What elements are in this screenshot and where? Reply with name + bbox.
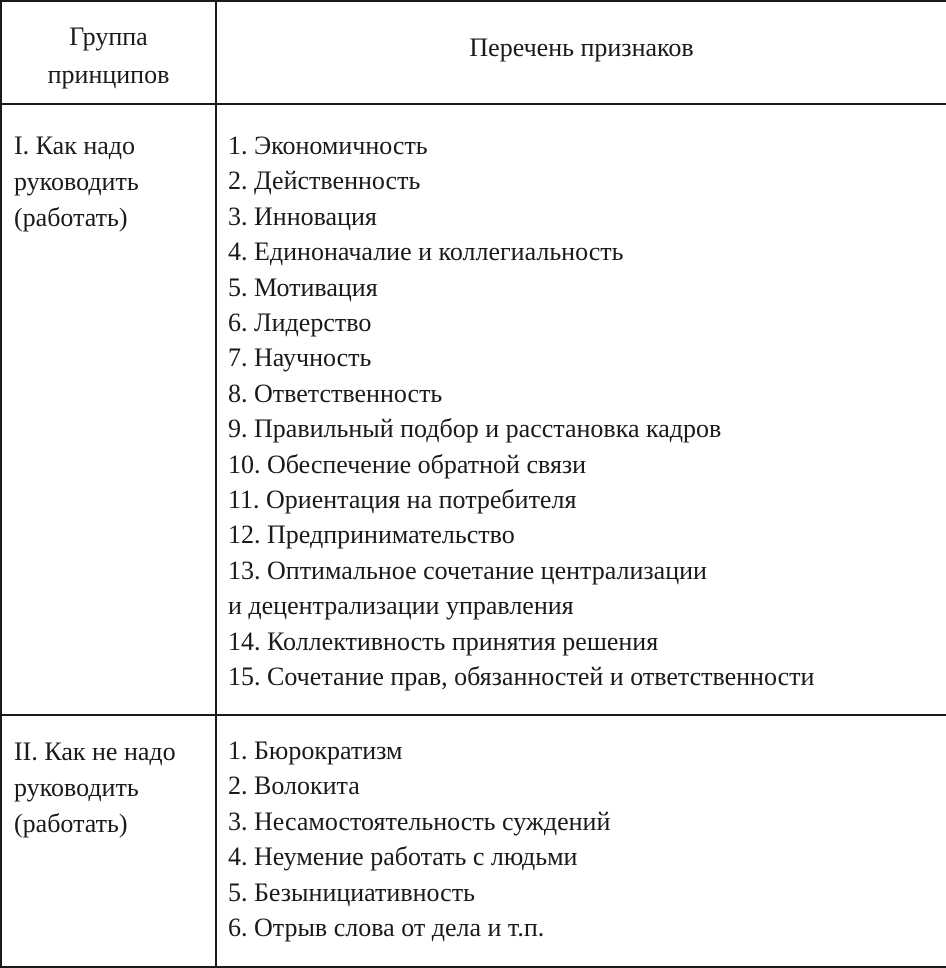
- list-item: 8. Ответственность: [228, 378, 443, 408]
- header-list-column: Перечень признаков: [469, 33, 694, 62]
- list-item: 11. Ориентация на потребителя: [228, 485, 577, 515]
- header-divider: [2, 103, 946, 105]
- group-1-label: I. Как надо руководить (работать): [14, 131, 139, 232]
- group-2-label: II. Как не надо руководить (работать): [14, 737, 176, 838]
- list-item: 14. Коллективность принятия решения: [228, 626, 659, 656]
- list-item: 5. Безынициативность: [228, 877, 475, 907]
- header-group-column: Группа принципов: [47, 22, 170, 89]
- list-item: 9. Правильный подбор и расстановка кадров: [228, 414, 722, 444]
- group-2-items: [228, 733, 610, 945]
- list-item: 4. Единоначалие и коллегиальность: [228, 237, 624, 267]
- list-item: 13. Оптимальное сочетание централизации и децентрализации управления: [228, 555, 707, 621]
- list-item: 2. Действенность: [228, 166, 421, 196]
- list-item: 15. Сочетание прав, обязанностей и ответственности: [228, 662, 815, 692]
- list-item: 2. Волокита: [228, 771, 360, 801]
- group-divider: [2, 714, 946, 716]
- list-item: 10. Обеспечение обратной связи: [228, 449, 587, 479]
- list-item: 3. Инновация: [228, 201, 377, 231]
- list-item: 7. Научность: [228, 343, 372, 373]
- column-divider: [215, 2, 217, 966]
- group-1-items: [228, 128, 814, 695]
- list-item: 1. Бюрократизм: [228, 736, 403, 765]
- list-item: 1. Экономичность: [228, 131, 428, 160]
- list-item: 5. Мотивация: [228, 272, 378, 302]
- list-item: 3. Несамостоятельность суждений: [228, 806, 611, 836]
- list-item: 4. Неумение работать с людьми: [228, 842, 578, 872]
- list-item: 6. Отрыв слова от дела и т.п.: [228, 913, 545, 943]
- list-item: 12. Предпринимательство: [228, 520, 515, 550]
- list-item: 6. Лидерство: [228, 308, 372, 338]
